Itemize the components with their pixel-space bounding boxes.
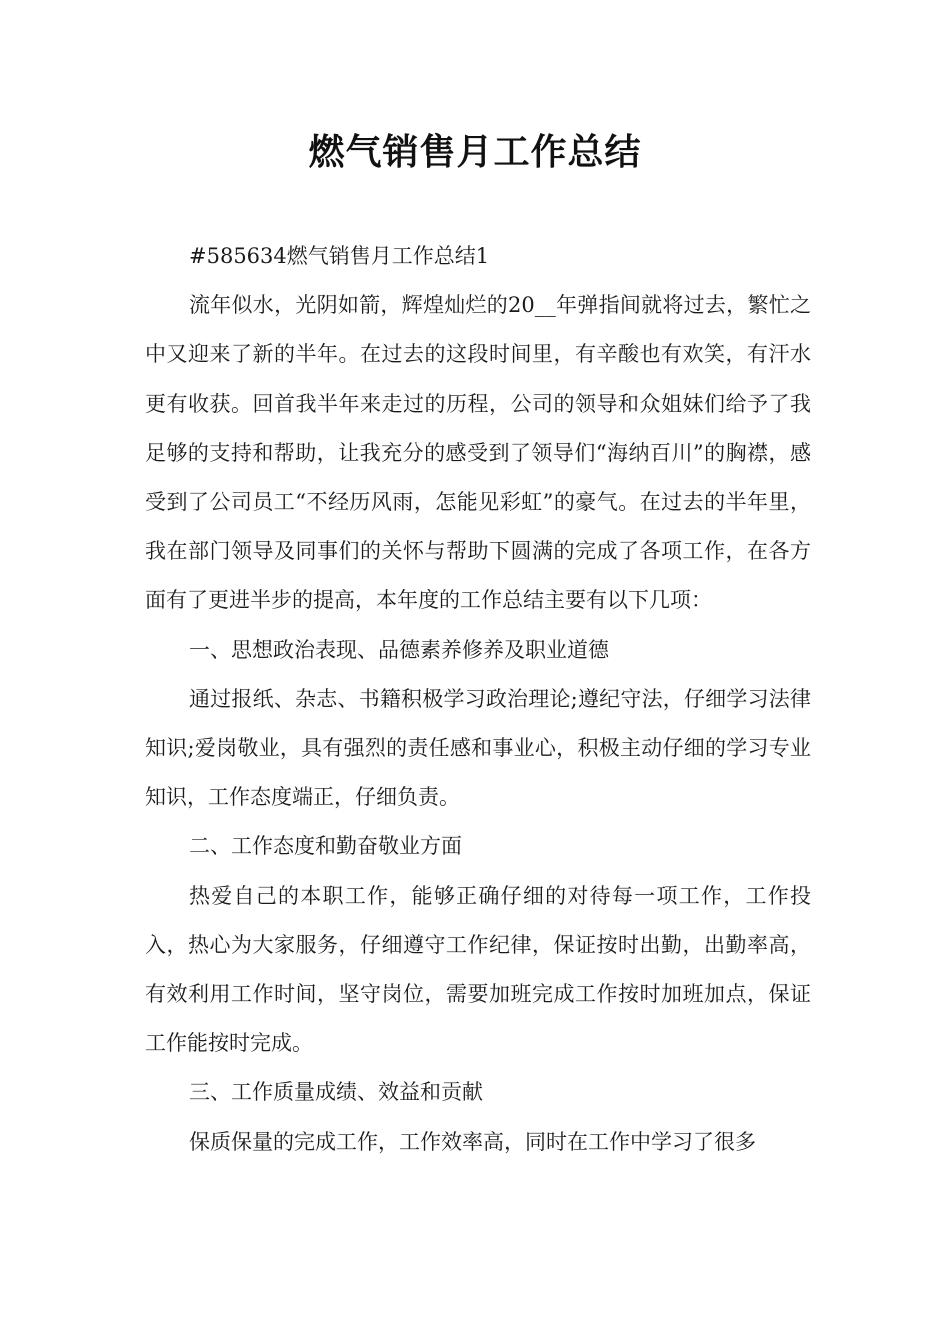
paragraph-section-2: 热爱自己的本职工作，能够正确仔细的对待每一项工作，工作投入，热心为大家服务，仔细遵守工作纪律，保证按时出勤，出勤率高，有效利用工作时间，坚守岗位，需要加班完成工作按时加班加点，保证工作能按时完成。: [145, 883, 811, 1056]
paragraph-section-1: 通过报纸、杂志、书籍积极学习政治理论;遵纪守法，仔细学习法律知识;爱岗敬业，具有强烈的责任感和事业心，积极主动仔细的学习专业知识，工作态度端正，仔细负责。: [145, 686, 811, 810]
document-body: [145, 232, 811, 1167]
document-title: 燃气销售月工作总结: [308, 132, 642, 173]
section-heading-2: 二、工作态度和勤奋敬业方面: [189, 834, 462, 859]
paragraph-heading-number: #585634燃气销售月工作总结1: [189, 244, 490, 268]
section-heading-1: 一、思想政治表现、品德素养修养及职业道德: [189, 637, 609, 662]
section-heading-3: 三、工作质量成绩、效益和贡献: [189, 1080, 483, 1105]
paragraph-intro: 流年似水，光阴如箭，辉煌灿烂的20__年弹指间就将过去，繁忙之中又迎来了新的半年。在过去的这段时间里，有辛酸也有欢笑，有汗水更有收获。回首我半年来走过的历程，公司的领导和众姐妹们给予了我足够的支持和帮助，让我充分的感受到了领导们“海纳百川”的胸襟，感受到了公司员工“不经历风雨，怎能见彩虹”的豪气。在过去的半年里，我在部门领导及同事们的关怀与帮助下圆满的完成了各项工作，在各方面有了更进半步的提高，本年度的工作总结主要有以下几项：: [145, 293, 811, 613]
paragraph-section-3: 保质保量的完成工作，工作效率高，同时在工作中学习了很多: [189, 1129, 756, 1154]
